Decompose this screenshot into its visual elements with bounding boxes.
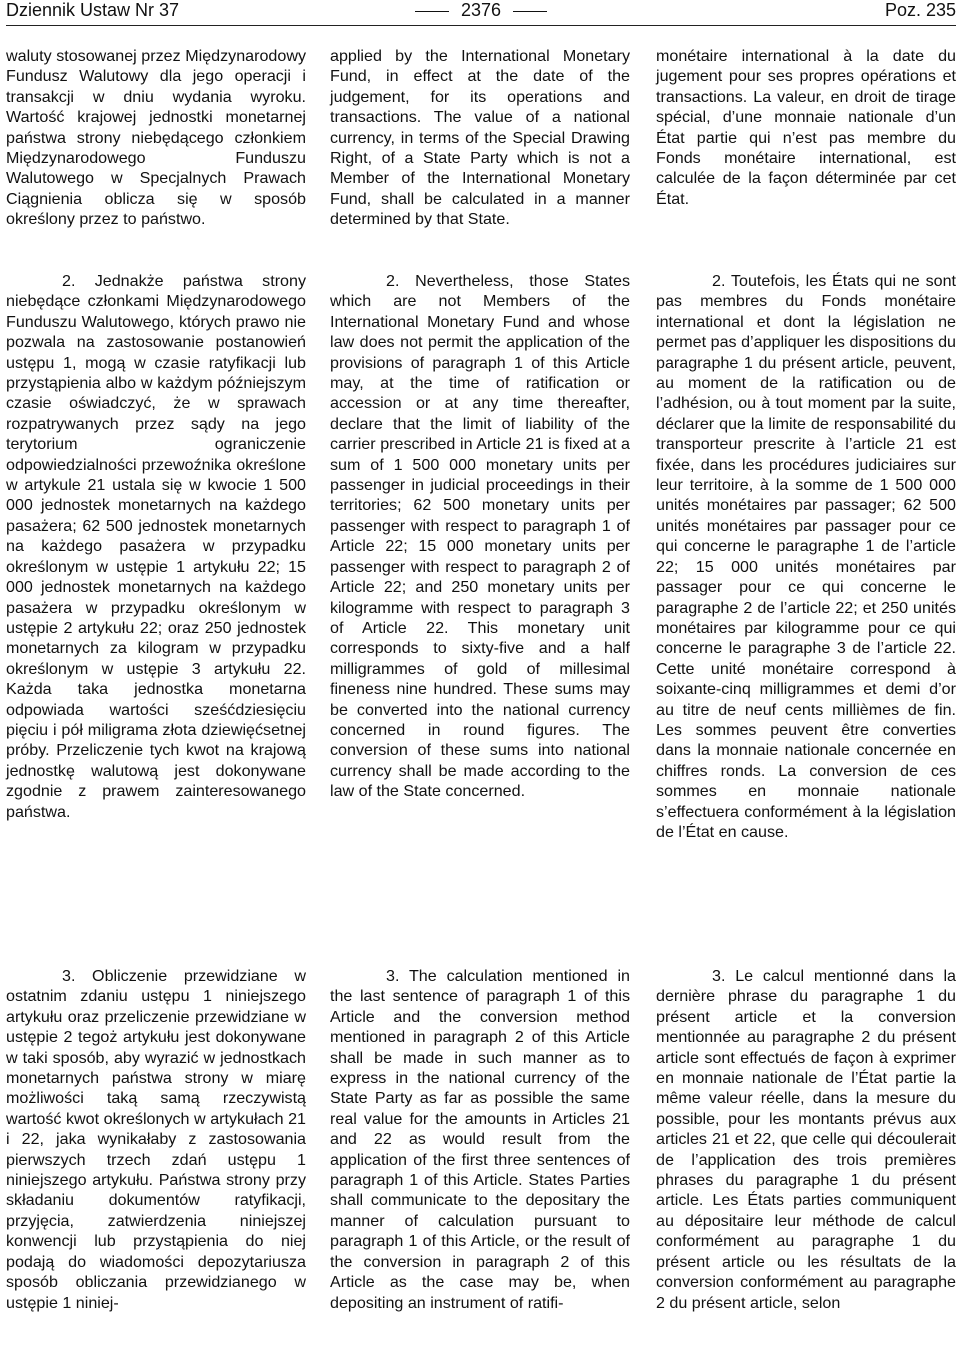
page-number: 2376	[460, 0, 502, 20]
english-paragraph-2: 2. Nevertheless, those States which are not Members of the International Monetary Fund and whose law does not permit the application of the provisions of paragraph 1 of this Article may, at the time of ratification or accession or at any time thereafter, declare that the limit of liability of the carrier prescribed in Article 21 is fixed at a sum of 1 500 000 monetary units per passenger in judicial proceedings in their territories; 62 500 monetary units per passenger with respect to paragraph 1 of Article 22; 15 000 monetary units per passenger with respect to paragraph 2 of Article 22; and 250 monetary units per kilogramme with respect to paragraph 3 of Article 22. This monetary unit corresponds to sixty-five and a half milligrammes of gold of millesimal fineness nine hundred. These sums may be converted into the national currency concerned in round figures. The conversion of these sums into national currency shall be made according to the law of the State concerned.	[330, 272, 630, 801]
french-paragraph-2: 2. Toutefois, les États qui ne sont pas membres du Fonds monétaire international et dont la législation ne permet pas d’appliquer les dispositions du paragraphe 1 du présent article, peuvent, au moment de la ratification ou de l’adhésion, ou à tout moment par la suite, déclarer que la limite de responsabilité du transporteur prescrite à l’article 21 est fixée, dans les procédures judiciaires sur leur territoire, à la somme de 1 500 000 unités monétaires par passager; 62 500 unités monétaires par passager pour ce qui concerne le paragraphe 1 de l’article 22; 15 000 unités monétaires par passager pour ce qui concerne le paragraphe 2 de l’article 22; et 250 unités monétaires par kilogramme pour ce qui concerne le paragraphe 3 de l’article 22. Cette unité monétaire correspond à soixante-cinq milligrammes et demi d’or au titre de neuf cents millièmes de fin. Les sommes peuvent être converties dans la monnaie nationale concernée en chiffres ronds. La conversion de ces sommes en monnaie nationale s’effectuera conformément à la législation de l’État en cause.	[656, 272, 956, 841]
page-number-line	[6, 0, 956, 21]
english-paragraph-1: applied by the International Monetary Fund, in effect at the date of the judgement, for its operations and transactions. The value of a national currency, in terms of the Special Drawing Right, of a State Party which is not a Member of the International Monetary Fund, shall be calculated in a manner determined by that State.	[330, 47, 630, 229]
polish-paragraph-3: 3. Obliczenie przewidziane w ostatnim zdaniu ustępu 1 niniejszego artykułu oraz przeliczenie przewidziane w ustępie 2 tegoż artykułu jest dokonywane w taki sposób, aby wyrazić w jednostkach monetarnych państwa strony w miarę możliwości taką samą rzeczywistą wartość kwot określonych w artykułach 21 i 22, jaka wynikałaby z zastosowania pierwszych trzech zdań ustępu 1 niniejszego artykułu. Państwa strony przy składaniu dokumentów ratyfikacji, przyjęcia, zatwierdzenia niniejszej konwencji lub przystąpienia do niej podają do wiadomości depozytariusza sposób obliczania przewidzianego w ustępie 1 niniej-	[6, 967, 306, 1312]
journal-title: Dziennik Ustaw Nr 37	[6, 0, 180, 20]
english-paragraph-3: 3. The calculation mentioned in the last sentence of paragraph 1 of this Article and the conversion method mentioned in paragraph 2 of this Article shall be made in such manner as to express in the national currency of the State Party as far as possible the same real value for the amounts in Articles 21 and 22 as would result from the application of the first three sentences of paragraph 1 of this Article. States Parties shall communicate to the depositary the manner of calculation pursuant to paragraph 1 of this Article, or the result of the conversion in paragraph 2 of this Article as the case may be, when depositing an instrument of ratifi-	[330, 967, 630, 1312]
polish-paragraph-1: waluty stosowanej przez Międzynarodowy Fundusz Walutowy dla jego operacji i transakcji w dniu wydania wyroku. Wartość krajowej jednostki monetarnej państwa strony niebędącego członkiem Międzynarodowego Funduszu Walutowego w Specjalnych Prawach Ciągnienia oblicza się w sposób określony przez to państwo.	[6, 47, 306, 229]
dash-left	[415, 11, 449, 12]
page-header	[6, 0, 956, 22]
french-paragraph-1: monétaire international à la date du jugement pour ses propres opérations et transactions. La valeur, en droit de tirage spécial, d’une monnaie nationale d’un État partie qui n’est pas membre du Fonds monétaire international, est calculée de la façon déterminée par cet État.	[656, 47, 956, 208]
position-number: Poz. 235	[884, 0, 956, 20]
polish-paragraph-2: 2. Jednakże państwa strony niebędące członkami Międzynarodowego Funduszu Walutowego, których prawo nie pozwala na zastosowanie postanowień ustępu 1, mogą w czasie ratyfikacji lub przystąpienia albo w każdym późniejszym czasie oświadczyć, że w sprawach rozpatrywanych przez sądy na jego terytorium ograniczenie odpowiedzialności przewoźnika określone w artykule 21 ustala się w kwocie 1 500 000 jednostek monetarnych na każdego pasażera; 62 500 jednostek monetarnych na każdego pasażera w przypadku określonym w ustępie 1 artykułu 22; 15 000 jednostek monetarnych na każdego pasażera w przypadku określonym w ustępie 2 artykułu 22; oraz 250 jednostek monetarnych za kilogram w przypadku określonym w ustępie 3 artykułu 22. Każda taka jednostka monetarna odpowiada wartości sześćdziesięciu pięciu i pół miligrama złota dziewięćsetnej próby. Przeliczenie tych kwot na krajową jednostkę walutową jest dokonywane zgodnie z prawem zainteresowanego państwa.	[6, 272, 306, 821]
header-rule	[6, 25, 956, 26]
dash-right	[513, 11, 547, 12]
french-paragraph-3: 3. Le calcul mentionné dans la dernière phrase du paragraphe 1 du présent article et la conversion mentionnée au paragraphe 2 du présent article sont effectués de façon à exprimer en monnaie nationale de l’État partie la même valeur réelle, dans la mesure du possible, pour les montants prévus aux articles 21 et 22, que celle qui découlerait de l’application des trois premières phrases du paragraphe 1 du présent article. Les États parties communiquent au dépositaire leur méthode de calcul conformément au paragraphe 1 du présent article ou les résultats de la conversion conformément au paragraphe 2 du présent article, selon	[656, 967, 956, 1312]
